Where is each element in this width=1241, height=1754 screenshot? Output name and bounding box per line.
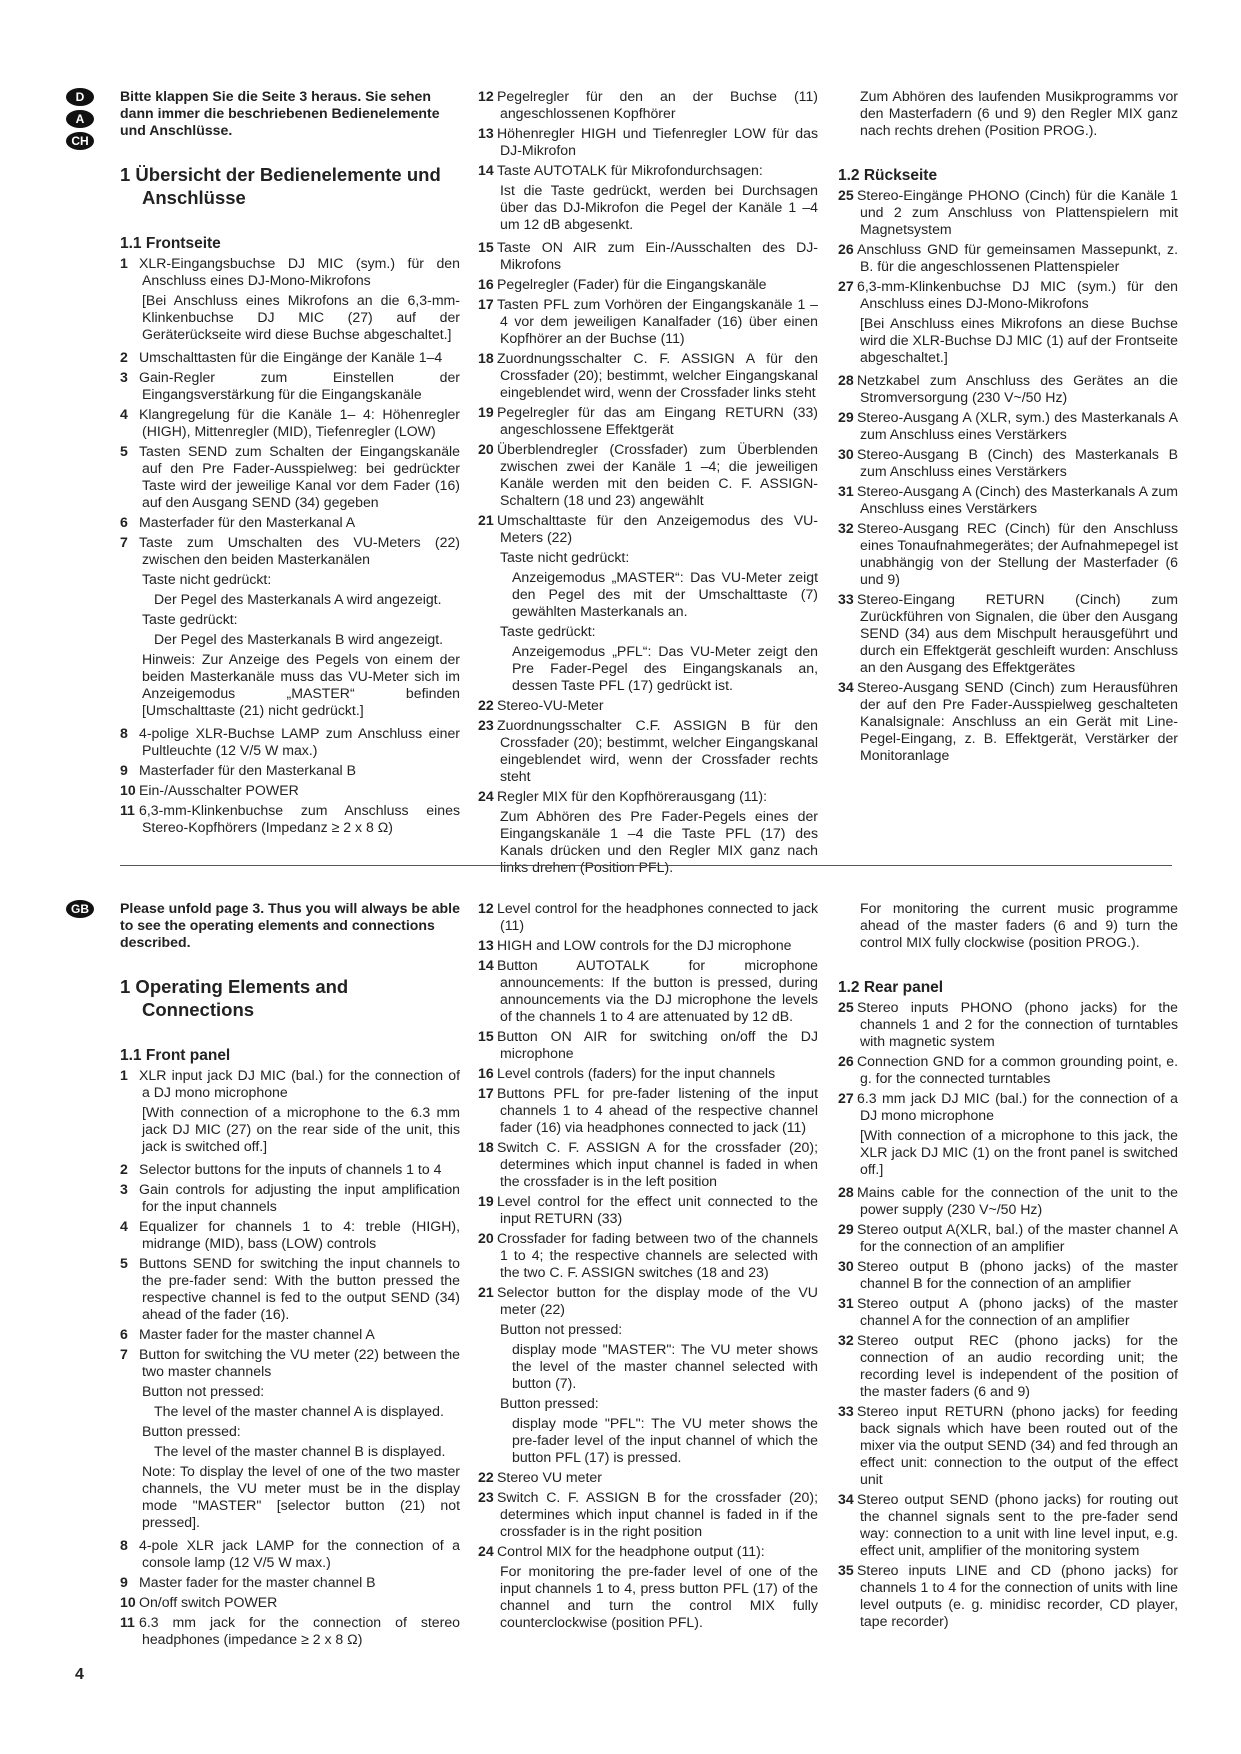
de-item-7-state-off-text: Der Pegel des Masterkanals A wird angezeigt. [154, 591, 442, 607]
de-item-1-note: [Bei Anschluss eines Mikrofons an die 6,3-mm-Klinkenbuchse DJ MIC (27) auf der Geräterückseite wird diese Buchse abgeschaltet.] [142, 292, 460, 342]
en-item-21-state-on-text: display mode "PFL": The VU meter shows the pre-fader level of the input channel of which the button PFL (17) is pressed. [512, 1415, 818, 1465]
de-item-23: 23 Zuordnungsschalter C.F. ASSIGN B für den Crossfader (20); bestimmt, welcher Eingangskanal eingeblendet wird, wenn der Crossfader rechts steht [478, 717, 818, 784]
en-item-7-state-off: Button not pressed: [142, 1383, 265, 1399]
en-item-33: 33 Stereo input RETURN (phono jacks) for feeding back signals which have been routed out of the mixer via the output SEND (34) and fed through an effect unit: connection to the output of the effect unit [838, 1403, 1178, 1487]
de-intro: Bitte klappen Sie die Seite 3 heraus. Sie sehen dann immer die beschriebenen Bedienelemente und Anschlüsse. [120, 88, 440, 138]
en-item-11: 11 6.3 mm jack for the connection of stereo headphones (impedance ≥ 2 x 8 Ω) [120, 1614, 460, 1647]
en-rear-heading: 1.2 Rear panel [838, 979, 944, 996]
language-badge-a: A [66, 110, 94, 128]
de-item-11: 11 6,3-mm-Klinkenbuchse zum Anschluss eines Stereo-Kopfhörers (Impedanz ≥ 2 x 8 Ω) [120, 802, 460, 835]
de-item-29: 29 Stereo-Ausgang A (XLR, sym.) des Masterkanals A zum Anschluss eines Verstärkers [838, 409, 1178, 442]
en-item-35: 35 Stereo inputs LINE and CD (phono jacks) for channels 1 to 4 for the connection of units with line level outputs (e. g. minidisc recorder, CD player, tape recorder) [838, 1562, 1178, 1629]
de-item-21-state-off: Taste nicht gedrückt: [500, 549, 630, 565]
en-item-25: 25 Stereo inputs PHONO (phono jacks) for the channels 1 and 2 for the connection of turntables with magnetic system [838, 999, 1178, 1049]
de-item-25: 25 Stereo-Eingänge PHONO (Cinch) für die Kanäle 1 und 2 zum Anschluss von Plattenspielern mit Magnetsystem [838, 187, 1178, 237]
en-item-28: 28 Mains cable for the connection of the unit to the power supply (230 V~/50 Hz) [838, 1184, 1178, 1217]
de-item-28: 28 Netzkabel zum Anschluss des Gerätes an die Stromversorgung (230 V~/50 Hz) [838, 372, 1178, 405]
en-heading: 1 Operating Elements and Connections [120, 976, 349, 1020]
de-item-33: 33 Stereo-Eingang RETURN (Cinch) zum Zurückführen von Signalen, die über den Ausgang SEND (34) aus dem Mischpult herausgeführt und durch ein Effektgerät geschleift wurden: Anschluss an den Ausgang des Effektgerätes [838, 591, 1178, 675]
en-item-6: 6 Master fader for the master channel A [120, 1326, 375, 1342]
de-column-1 [120, 88, 460, 839]
en-item-24: 24 Control MIX for the headphone output (11): [478, 1543, 765, 1559]
de-item-13: 13 Höhenregler HIGH und Tiefenregler LOW für das DJ-Mikrofon [478, 125, 818, 158]
de-item-22: 22 Stereo-VU-Meter [478, 697, 604, 713]
en-item-34: 34 Stereo output SEND (phono jacks) for routing out the channel signals sent to the pre-fader send way: connection to a unit with line level input, e.g. effect unit, amplifier of the monitoring system [838, 1491, 1178, 1558]
language-badge-d: D [66, 88, 94, 106]
en-item-1: 1 XLR input jack DJ MIC (bal.) for the connection of a DJ mono microphone [120, 1067, 460, 1100]
de-item-9: 9 Masterfader für den Masterkanal B [120, 762, 356, 778]
en-item-23: 23 Switch C. F. ASSIGN B for the crossfader (20); determines which input channel is faded in if the crossfader is in the right position [478, 1489, 818, 1539]
de-item-18: 18 Zuordnungsschalter C. F. ASSIGN A für den Crossfader (20); bestimmt, welcher Eingangskanal eingeblendet wird, wenn der Crossfader links steht [478, 350, 818, 400]
en-item-18: 18 Switch C. F. ASSIGN A for the crossfader (20); determines which input channel is faded in when the crossfader is in the left position [478, 1139, 818, 1189]
de-item-24-text-2: Zum Abhören des laufenden Musikprogramms vor den Masterfadern (6 und 9) den Regler MIX ganz nach rechts drehen (Position PROG.). [860, 88, 1178, 138]
de-item-24-text: Zum Abhören des Pre Fader-Pegels eines der Eingangskanäle 1 –4 die Taste PFL (17) des Kanals drücken und den Regler MIX ganz nach links drehen (Position PFL). [500, 808, 818, 875]
en-item-15: 15 Button ON AIR for switching on/off the DJ microphone [478, 1028, 818, 1061]
language-badge-ch: CH [66, 132, 94, 150]
en-item-10: 10 On/off switch POWER [120, 1594, 278, 1610]
de-item-12: 12 Pegelregler für den an der Buchse (11) angeschlossenen Kopfhörer [478, 88, 818, 121]
en-item-7-state-off-text: The level of the master channel A is displayed. [154, 1403, 444, 1419]
de-item-2: 2 Umschalttasten für die Eingänge der Kanäle 1–4 [120, 349, 443, 365]
de-item-19: 19 Pegelregler für das am Eingang RETURN (33) angeschlossene Effektgerät [478, 404, 818, 437]
en-item-8: 8 4-pole XLR jack LAMP for the connection of a console lamp (12 V/5 W max.) [120, 1537, 460, 1570]
de-item-27-note: [Bei Anschluss eines Mikrofons an diese Buchse wird die XLR-Buchse DJ MIC (1) auf der Frontseite abgeschaltet.] [860, 315, 1179, 365]
de-item-30: 30 Stereo-Ausgang B (Cinch) des Masterkanals B zum Anschluss eines Verstärkers [838, 446, 1178, 479]
en-item-31: 31 Stereo output A (phono jacks) of the master channel A for the connection of an amplifier [838, 1295, 1178, 1328]
de-item-34: 34 Stereo-Ausgang SEND (Cinch) zum Herausführen der auf den Pre Fader-Ausspielweg geschalteten Kanalsignale: Anschluss an ein Gerät mit Line-Pegel-Eingang, z. B. Effektgerät, Verstärker der Monitoranlage [838, 679, 1178, 763]
en-item-7-state-on: Button pressed: [142, 1423, 241, 1439]
en-item-20: 20 Crossfader for fading between two of the channels 1 to 4; the respective channels are selected with the two C. F. ASSIGN switches (18 and 23) [478, 1230, 818, 1280]
en-item-4: 4 Equalizer for channels 1 to 4: treble (HIGH), midrange (MID), bass (LOW) controls [120, 1218, 460, 1251]
en-item-30: 30 Stereo output B (phono jacks) of the master channel B for the connection of an amplifier [838, 1258, 1178, 1291]
en-front-heading: 1.1 Front panel [120, 1047, 231, 1064]
en-intro: Please unfold page 3. Thus you will always be able to see the operating elements and connections described. [120, 900, 460, 950]
en-item-13: 13 HIGH and LOW controls for the DJ microphone [478, 937, 792, 953]
en-column-2 [478, 900, 818, 1637]
en-item-5: 5 Buttons SEND for switching the input channels to the pre-fader send: With the button pressed the respective channel is fed to the output SEND (34) ahead of the fader (16). [120, 1255, 460, 1322]
de-item-15: 15 Taste ON AIR zum Ein-/Ausschalten des DJ-Mikrofons [478, 239, 818, 272]
de-item-21-state-on: Taste gedrückt: [500, 623, 596, 639]
en-item-14: 14 Button AUTOTALK for microphone announcements: If the button is pressed, during announcements via the DJ microphone the levels of the channels 1 to 4 are attenuated by 12 dB. [478, 957, 818, 1024]
de-item-1: 1 XLR-Eingangsbuchse DJ MIC (sym.) für den Anschluss eines DJ-Mono-Mikrofons [120, 255, 460, 288]
de-front-heading: 1.1 Frontseite [120, 235, 221, 252]
de-item-4: 4 Klangregelung für die Kanäle 1– 4: Höhenregler (HIGH), Mittenregler (MID), Tiefenregler (LOW) [120, 406, 460, 439]
en-item-9: 9 Master fader for the master channel B [120, 1574, 376, 1590]
de-item-21: 21 Umschalttaste für den Anzeigemodus des VU-Meters (22) [478, 512, 818, 545]
en-item-12: 12 Level control for the headphones connected to jack (11) [478, 900, 818, 933]
en-item-27-note: [With connection of a microphone to this jack, the XLR jack DJ MIC (1) on the front panel is switched off.] [860, 1127, 1178, 1177]
de-item-10: 10 Ein-/Ausschalter POWER [120, 782, 299, 798]
en-item-1-note: [With connection of a microphone to the 6.3 mm jack DJ MIC (27) on the rear side of the unit, this jack is switched off.] [142, 1104, 460, 1154]
de-item-3: 3 Gain-Regler zum Einstellen der Eingangsverstärkung für die Eingangskanäle [120, 369, 460, 402]
en-item-22: 22 Stereo VU meter [478, 1469, 602, 1485]
de-item-21-state-on-text: Anzeigemodus „PFL“: Das VU-Meter zeigt den Pre Fader-Pegel des Eingangskanals an, dessen Taste PFL (17) gedrückt ist. [512, 643, 818, 693]
de-item-7-state-off: Taste nicht gedrückt: [142, 571, 272, 587]
de-item-27: 27 6,3-mm-Klinkenbuchse DJ MIC (sym.) für den Anschluss eines DJ-Mono-Mikrofons [838, 278, 1178, 311]
de-item-31: 31 Stereo-Ausgang A (Cinch) des Masterkanals A zum Anschluss eines Verstärkers [838, 483, 1178, 516]
en-column-1 [120, 900, 460, 1651]
en-item-21-state-off-text: display mode "MASTER": The VU meter shows the level of the master channel selected with button (7). [512, 1341, 818, 1391]
en-item-26: 26 Connection GND for a common grounding point, e. g. for the connected turntables [838, 1053, 1178, 1086]
de-item-8: 8 4-polige XLR-Buchse LAMP zum Anschluss einer Pultleuchte (12 V/5 W max.) [120, 725, 460, 758]
en-item-19: 19 Level control for the effect unit connected to the input RETURN (33) [478, 1193, 818, 1226]
de-item-7-note: Hinweis: Zur Anzeige des Pegels von einem der beiden Masterkanäle muss das VU-Meter sich im Anzeigemodus „MASTER“ befinden [Umschalttaste (21) nicht gedrückt.] [142, 651, 460, 718]
en-item-7-state-on-text: The level of the master channel B is displayed. [154, 1443, 446, 1459]
de-column-3 [838, 88, 1178, 767]
en-item-17: 17 Buttons PFL for pre-fader listening of the input channels 1 to 4 ahead of the respective channel fader (16) via headphones connected to jack (11) [478, 1085, 818, 1135]
en-column-3 [838, 900, 1178, 1633]
de-rear-heading: 1.2 Rückseite [838, 167, 938, 184]
de-item-5: 5 Tasten SEND zum Schalten der Eingangskanäle auf den Pre Fader-Ausspielweg: bei gedrückter Taste wird der jeweilige Kanal vor dem Fader (16) auf den Ausgang SEND (34) gegeben [120, 443, 460, 510]
de-item-26: 26 Anschluss GND für gemeinsamen Massepunkt, z. B. für die angeschlossenen Plattenspieler [838, 241, 1178, 274]
en-item-21: 21 Selector button for the display mode of the VU meter (22) [478, 1284, 818, 1317]
en-item-7: 7 Button for switching the VU meter (22) between the two master channels [120, 1346, 460, 1379]
en-item-3: 3 Gain controls for adjusting the input amplification for the input channels [120, 1181, 460, 1214]
de-item-14-text: Ist die Taste gedrückt, werden bei Durchsagen über das DJ-Mikrofon die Pegel der Kanäle 1 –4 um 12 dB abgesenkt. [500, 182, 818, 232]
de-item-20: 20 Überblendregler (Crossfader) zum Überblenden zwischen zwei der Kanäle 1 –4; die jeweiligen Kanäle werden mit den beiden C. F. ASSIGN-Schaltern (18 und 23) angewählt [478, 441, 818, 508]
en-item-24-text: For monitoring the pre-fader level of one of the input channels 1 to 4, press button PFL (17) of the channel and turn the control MIX fully counterclockwise (position PFL). [500, 1563, 818, 1630]
en-item-16: 16 Level controls (faders) for the input channels [478, 1065, 776, 1081]
de-heading: 1 Übersicht der Bedienelemente und Anschlüsse [120, 164, 441, 208]
de-item-32: 32 Stereo-Ausgang REC (Cinch) für den Anschluss eines Tonaufnahmegerätes; der Aufnahmepegel ist unabhängig von der Stellung der Masterfader (6 und 9) [838, 520, 1178, 587]
de-column-2 [478, 88, 818, 882]
de-item-7: 7 Taste zum Umschalten des VU-Meters (22) zwischen den beiden Masterkanälen [120, 534, 460, 567]
page-number: 4 [75, 1666, 84, 1683]
de-item-7-state-on-text: Der Pegel des Masterkanals B wird angezeigt. [154, 631, 444, 647]
section-divider [120, 865, 1172, 866]
language-badge-gb: GB [66, 900, 94, 918]
de-item-17: 17 Tasten PFL zum Vorhören der Eingangskanäle 1 –4 vor dem jeweiligen Kanalfader (16) über einen Kopfhörer an der Buchse (11) [478, 296, 818, 346]
en-item-21-state-off: Button not pressed: [500, 1321, 623, 1337]
en-item-21-state-on: Button pressed: [500, 1395, 599, 1411]
en-item-27: 27 6.3 mm jack DJ MIC (bal.) for the connection of a DJ mono microphone [838, 1090, 1178, 1123]
de-item-6: 6 Masterfader für den Masterkanal A [120, 514, 356, 530]
de-item-16: 16 Pegelregler (Fader) für die Eingangskanäle [478, 276, 767, 292]
de-item-21-state-off-text: Anzeigemodus „MASTER“: Das VU-Meter zeigt den Pegel des mit der Umschalttaste (7) gewählten Masterkanals an. [512, 569, 818, 619]
en-item-29: 29 Stereo output A(XLR, bal.) of the master channel A for the connection of an amplifier [838, 1221, 1178, 1254]
de-item-24: 24 Regler MIX für den Kopfhörerausgang (11): [478, 788, 768, 804]
en-item-24-text-2: For monitoring the current music programme ahead of the master faders (6 and 9) turn the control MIX fully clockwise (position PROG.). [860, 900, 1178, 950]
en-item-32: 32 Stereo output REC (phono jacks) for the connection of an audio recording unit; the recording level is independent of the position of the master faders (6 and 9) [838, 1332, 1178, 1399]
en-item-7-note: Note: To display the level of one of the two master channels, the VU meter must be in the display mode "MASTER" [selector button (21) not pressed]. [142, 1463, 460, 1530]
en-item-2: 2 Selector buttons for the inputs of channels 1 to 4 [120, 1161, 442, 1177]
de-item-14: 14 Taste AUTOTALK für Mikrofondurchsagen: [478, 162, 763, 178]
de-item-7-state-on: Taste gedrückt: [142, 611, 238, 627]
